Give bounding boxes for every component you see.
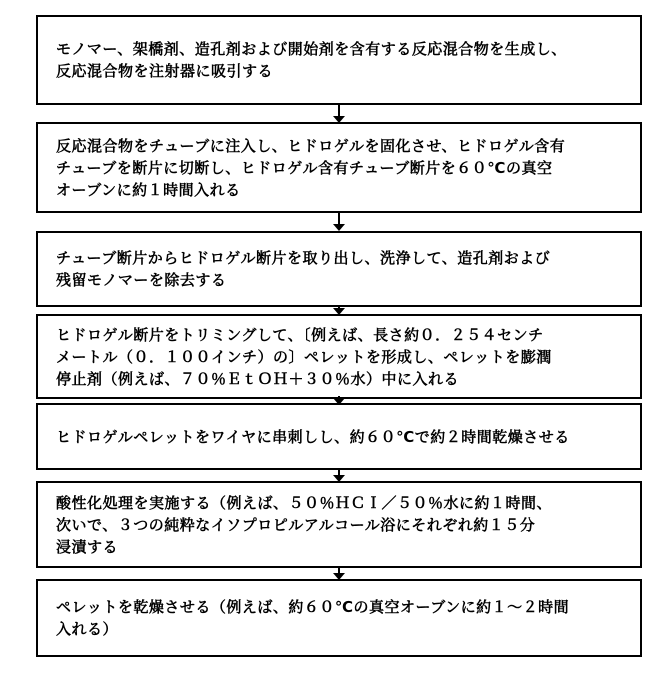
arrow-down-icon [333, 224, 345, 231]
step-text-2: 反応混合物をチューブに注入し、ヒドロゲルを固化させ、ヒドロゲル含有 チューブを断片に切断し、ヒドロゲル含有チューブ断片を６０℃の真空 オーブンに約１時間入れる [56, 136, 566, 199]
step-text-3: チューブ断片からヒドロゲル断片を取り出し、洗浄して、造孔剤および 残留モノマーを除去する [56, 249, 551, 289]
step-box-7 [36, 579, 642, 657]
step-box-6 [36, 481, 642, 568]
step-box-3 [36, 231, 642, 307]
flow-arrow-1 [331, 105, 347, 123]
step-box-4 [36, 314, 642, 399]
flow-arrow-2 [331, 213, 347, 231]
step-box-5 [36, 403, 642, 470]
step-text-1: モノマー、架橋剤、造孔剤および開始剤を含有する反応混合物を生成し、 反応混合物を注射器に吸引する [56, 40, 567, 80]
step-box-1 [36, 15, 642, 105]
step-text-5: ヒドロゲルペレットをワイヤに串刺しし、約６０℃で約２時間乾燥させる [56, 427, 570, 446]
step-text-7: ペレットを乾燥させる（例えば、約６０℃の真空オーブンに約１～２時間 入れる） [56, 598, 570, 638]
step-text-6: 酸性化処理を実施する（例えば、５０％ＨＣＩ／５０％水に約１時間、 次いで、３つの純粋なイソプロピルアルコール浴にそれぞれ約１５分 浸漬する [56, 493, 553, 556]
step-box-2 [36, 122, 642, 213]
step-text-4: ヒドロゲル断片をトリミングして、〔例えば、長さ約０．２５４センチ メートル（０．１００インチ）の〕ペレットを形成し、ペレットを膨潤 停止剤（例えば、７０％ＥｔＯＨ＋３０％水）中に入れる [56, 325, 552, 388]
